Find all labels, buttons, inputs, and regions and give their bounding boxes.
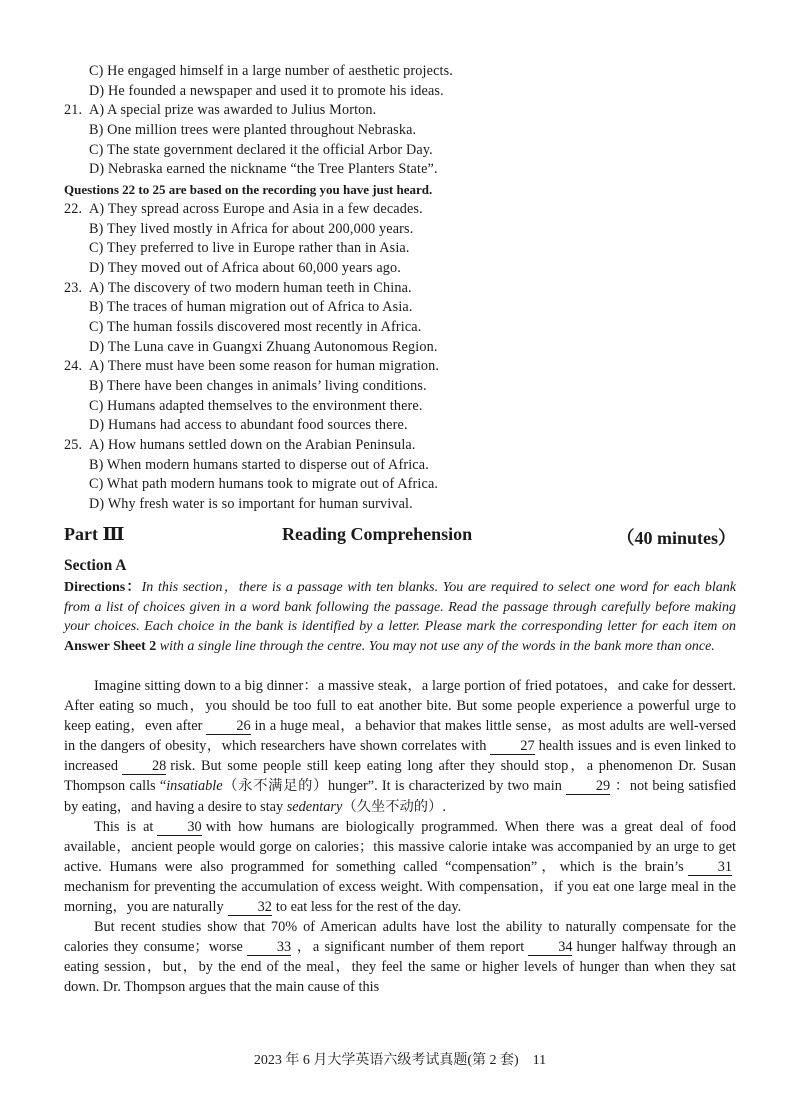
option-line (64, 239, 744, 259)
blank-33: 33 (247, 940, 291, 956)
option-text: A) The discovery of two modern human teeth in China. (89, 279, 412, 296)
directions (64, 578, 736, 656)
option-text: C) The human fossils discovered most recently in Africa. (89, 318, 422, 335)
section-heading: Section A (64, 557, 127, 574)
part-time: （40 minutes） (616, 528, 736, 548)
passage-text: This is at (94, 818, 154, 835)
passage (64, 676, 736, 998)
passage-text: ：not being satisfied by eating，and having a desire to stay (64, 778, 737, 815)
option-text: B) There have been changes in animals’ living conditions. (89, 378, 427, 394)
option-text: B) The traces of human migration out of Africa to Asia. (89, 299, 413, 316)
passage-text: with how humans are biologically programmed. When there was a great deal of food available，ancient people would gorge on calories；this massive calorie intake was accompanied by an urge to get active. Humans were also programmed for something called “compensation”，which is the brain’s (64, 818, 736, 875)
part-title: Reading Comprehension (282, 524, 473, 544)
passage-text: to eat less for the rest of the day. (275, 899, 462, 916)
passage-text: health issues and is even linked to increased (64, 738, 736, 775)
page-footer: 2023 年 6 月大学英语六级考试真题(第 2 套) 11 (253, 1053, 547, 1068)
passage-text: （久坐不动的）. (342, 798, 446, 815)
question-group-heading: Questions 22 to 25 are based on the recording you have just heard. (64, 182, 433, 198)
option-line (64, 101, 744, 121)
blank-29: 29 (566, 779, 610, 795)
option-line (64, 141, 744, 161)
option-text: A) There must have been some reason for human migration. (89, 358, 440, 375)
option-line (64, 279, 744, 299)
blank-31: 31 (688, 860, 732, 876)
listening-options (64, 62, 744, 515)
question-number: 21. (64, 102, 83, 119)
option-text: B) One million trees were planted throughout Nebraska. (89, 122, 417, 139)
option-line (64, 495, 744, 515)
passage-text: （永不满足的）hunger”. It is characterized by two main (222, 778, 562, 795)
passage-paragraph-1 (64, 676, 736, 817)
part-header (64, 524, 736, 550)
italic-term: sedentary (286, 798, 343, 815)
question-number: 23. (64, 279, 83, 296)
option-line (64, 298, 744, 318)
option-line (64, 338, 744, 358)
question-number: 22. (64, 200, 83, 217)
option-text: B) When modern humans started to disperse out of Africa. (89, 456, 429, 473)
option-line (64, 318, 744, 338)
passage-text: in a huge meal，a behavior that makes little sense，as most adults are well-versed in the dangers of obesity，which researchers have shown correlates with (64, 718, 737, 755)
option-text: B) They lived mostly in Africa for about 200,000 years. (89, 220, 414, 237)
passage-text: But recent studies show that 70% of American adults have lost the ability to naturally compensate for the calories they consume；worse (64, 919, 736, 956)
option-text: A) How humans settled down on the Arabian Peninsula. (89, 437, 416, 454)
blank-30: 30 (157, 820, 201, 836)
option-line (64, 436, 744, 456)
directions-text-2: with a single line through the centre. You may not use any of the words in the bank more than once. (156, 638, 715, 654)
option-text: D) They moved out of Africa about 60,000 years ago. (89, 259, 401, 276)
option-text: D) Why fresh water is so important for human survival. (89, 496, 413, 513)
option-text: D) Humans had access to abundant food sources there. (89, 417, 408, 434)
option-line (64, 160, 744, 180)
option-text: C) The state government declared it the official Arbor Day. (89, 141, 433, 158)
passage-text: risk. But some people still keep eating long after they should stop，a phenomenon Dr. Susan Thompson calls “ (64, 758, 736, 795)
passage-paragraph-2 (64, 817, 736, 917)
option-line (64, 377, 744, 397)
part-label: Part Ⅲ (64, 524, 125, 544)
option-line (64, 456, 744, 476)
option-text: C) Humans adapted themselves to the environment there. (89, 397, 423, 414)
question-number: 24. (64, 358, 83, 375)
option-line (64, 416, 744, 436)
option-text: C) They preferred to live in Europe rather than in Asia. (89, 240, 410, 257)
question-number: 25. (64, 437, 83, 454)
option-text: A) They spread across Europe and Asia in a few decades. (89, 200, 423, 217)
option-line (64, 200, 744, 220)
option-line (64, 397, 744, 417)
italic-term: insatiable (166, 778, 223, 795)
directions-answer-sheet: Answer Sheet 2 (64, 638, 157, 654)
directions-text-1: In this section，there is a passage with ten blanks. You are required to select one word for each blank from a list of choices given in a word bank following the passage. Read the passage through carefully before making your choices. Each choice in the bank is identified by a letter. Please mark the corresponding letter for each item on (64, 580, 736, 635)
directions-label: Directions： (64, 580, 142, 595)
option-text: C) What path modern humans took to migrate out of Africa. (89, 476, 439, 493)
blank-34: 34 (528, 940, 572, 956)
option-line (64, 259, 744, 279)
option-line (64, 82, 744, 102)
passage-paragraph-3 (64, 917, 736, 997)
option-line (64, 62, 744, 82)
option-line (64, 475, 744, 495)
passage-text: ，a significant number of them report (295, 939, 525, 956)
passage-text: hunger halfway through an eating session，but，by the end of the meal，they feel the same or higher levels of hunger than when they sat down. Dr. Thompson argues that the main cause of this (64, 939, 736, 996)
option-text: C) He engaged himself in a large number of aesthetic projects. (89, 63, 453, 79)
blank-32: 32 (228, 900, 272, 916)
passage-text: mechanism for preventing the accumulation of excess weight. With compensation，if you eat one large meal in the morning，you are naturally (64, 878, 736, 916)
blank-28: 28 (122, 759, 166, 775)
option-text: D) Nebraska earned the nickname “the Tree Planters State”. (89, 161, 438, 178)
option-line (64, 357, 744, 377)
blank-26: 26 (206, 719, 250, 735)
option-text: D) The Luna cave in Guangxi Zhuang Autonomous Region. (89, 338, 438, 355)
option-line (64, 121, 744, 141)
blank-27: 27 (490, 739, 534, 755)
passage-text: Imagine sitting down to a big dinner：a massive steak，a large portion of fried potatoes，and cake for dessert. After eating so much，you should be too full to eat another bite. But some people experience a powerful urge to keep eating，even after (64, 678, 736, 735)
option-line (64, 220, 744, 240)
option-text: A) A special prize was awarded to Julius Morton. (89, 102, 377, 119)
option-text: D) He founded a newspaper and used it to promote his ideas. (89, 82, 444, 99)
